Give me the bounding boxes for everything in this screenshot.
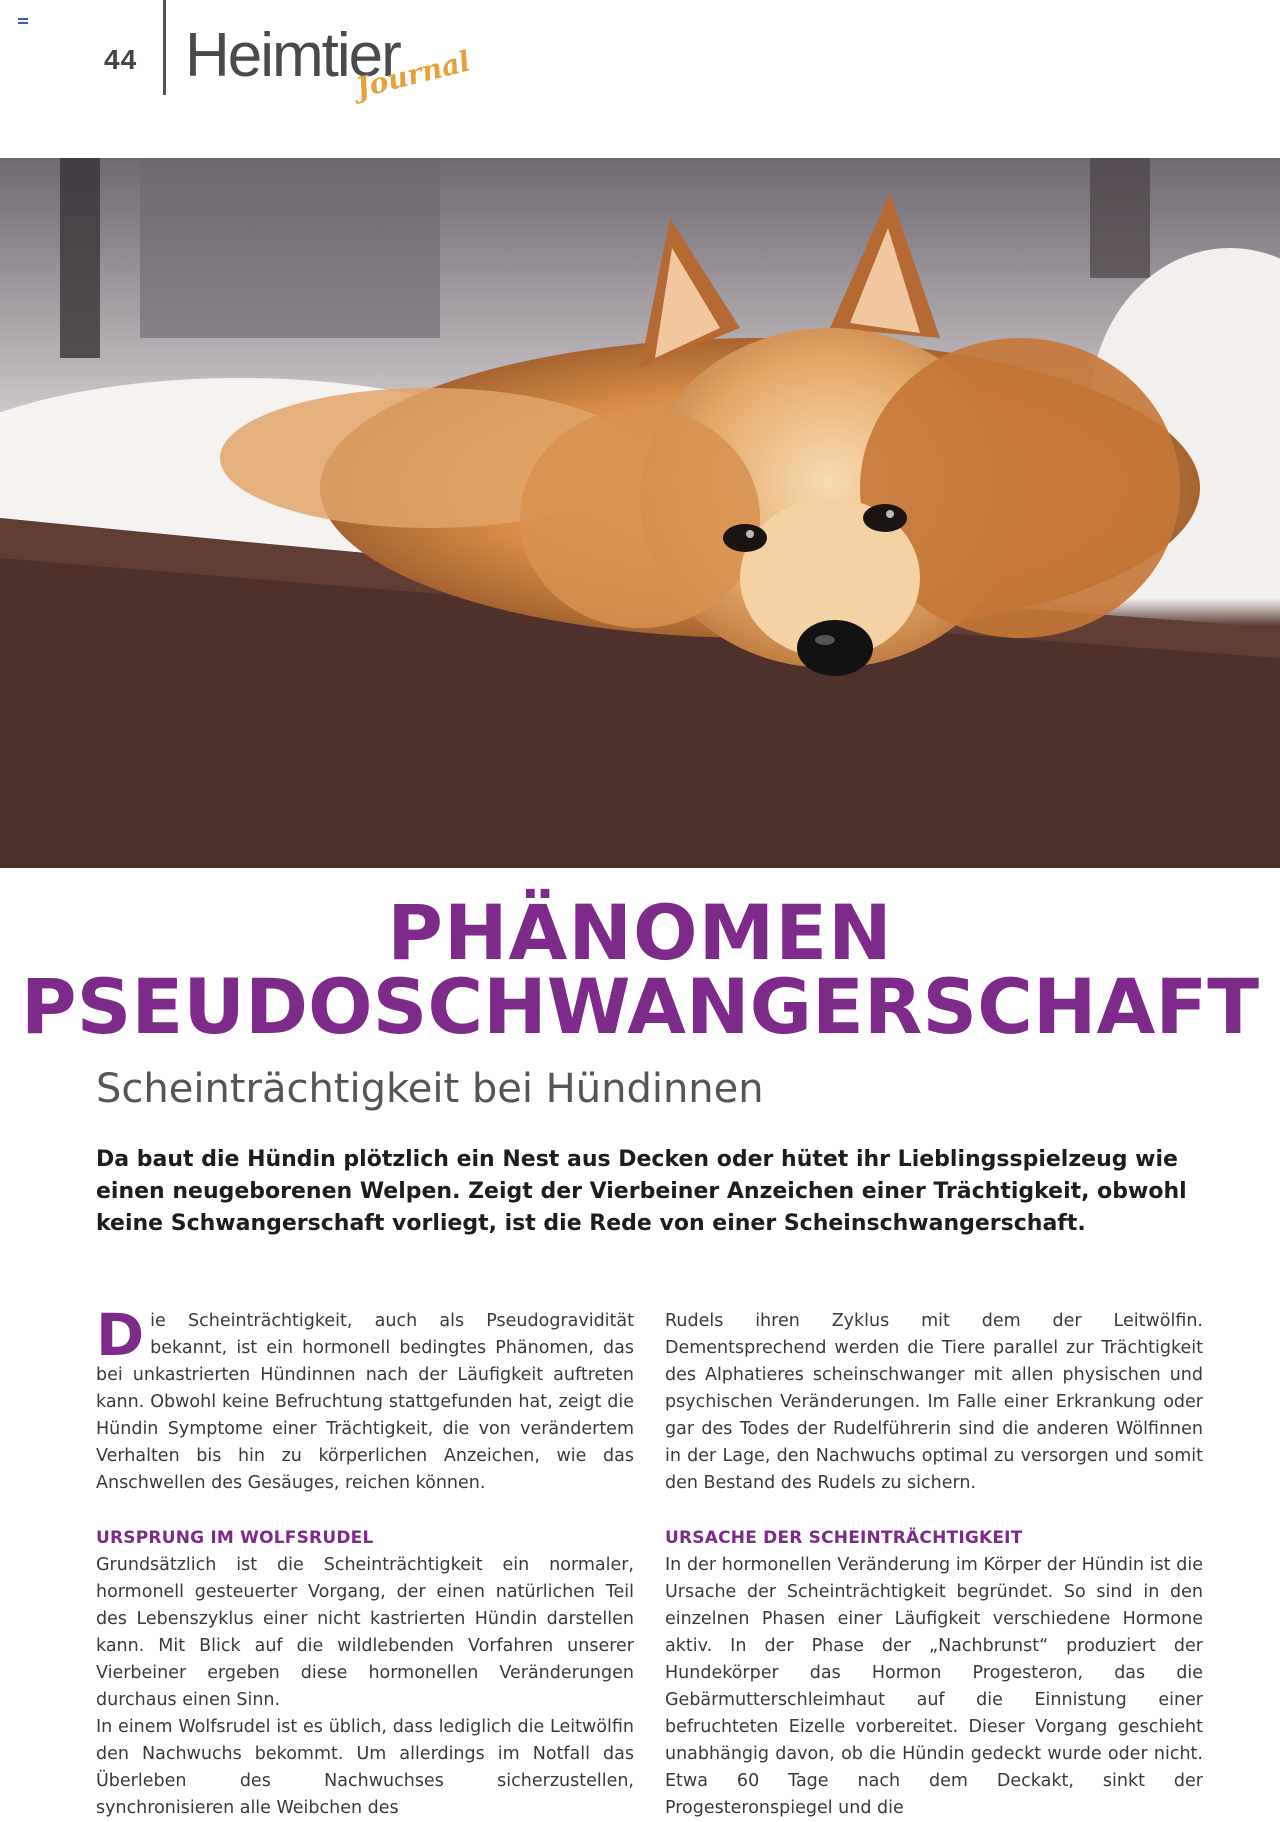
- section1-paragraph-1: Grundsätzlich ist die Scheinträchtigkeit ein normaler, hormonell gesteuerter Vorgang, der einen natürlichen Teil des Lebenszyklus einer nicht kastrierten Hündin darstellen kann. Mit Blick auf die wildlebenden Vorfahren unserer Vierbeiner ergeben diese hormonellen Veränderungen durchaus einen Sinn.: [96, 1555, 634, 1710]
- section1-paragraph-2: In einem Wolfsrudel ist es üblich, dass lediglich die Leitwölfin den Nachwuchs bekommt. Um allerdings im Notfall das Überleben des Nachwuchses sicherzustellen, synchronisieren alle Weibchen des: [96, 1717, 634, 1818]
- article-lead: Da baut die Hündin plötzlich ein Nest aus Decken oder hütet ihr Lieblingsspielzeug wie einen neugeborenen Welpen. Zeigt der Vierbeiner Anzeichen einer Trächtigkeit, obwohl keine Schwangerschaft vorliegt, ist die Rede von einer Scheinschwangerschaft.: [96, 1147, 1187, 1236]
- intro-text: ie Scheinträchtigkeit, auch als Pseudogravidität bekannt, ist ein hormonell bedingtes Phänomen, das bei unkastrierten Hündinnen nach der Läufigkeit auftreten kann. Obwohl keine Befruchtung stattgefunden hat, zeigt die Hündin Symptome einer Trächtigkeit, die von verändertem Verhalten bis hin zu körperlichen Anzeichen, wie das Anschwellen des Gesäuges, reichen können.: [96, 1311, 634, 1493]
- dog-photo-icon: [0, 158, 1280, 868]
- page-header: [0, 0, 1280, 120]
- logo-main-text: Heimtier: [185, 21, 400, 90]
- header-divider: [163, 0, 166, 95]
- hero-photo: [0, 158, 1280, 868]
- article-title-line-2: PSEUDOSCHWANGERSCHAFT: [20, 962, 1260, 1051]
- logo-sub-text: Journal: [352, 44, 474, 105]
- magazine-logo: [185, 20, 474, 110]
- article-column-right: [665, 1308, 1203, 1822]
- article-column-left: [96, 1301, 634, 1822]
- article-title-line-1: PHÄNOMEN: [387, 888, 893, 977]
- dropcap: D: [96, 1301, 145, 1369]
- right-paragraph-1: Rudels ihren Zyklus mit dem der Leitwölfin. Dementsprechend werden die Tiere parallel zur Trächtigkeit des Alphatieres scheinschwanger mit allen physischen und psychischen Veränderungen. Im Falle einer Erkrankung oder gar des Todes der Rudelführerin sind die anderen Wölfinnen in der Lage, den Nachwuchs optimal zu versorgen und somit den Bestand des Rudels zu sichern.: [665, 1311, 1203, 1493]
- section-heading-ursache: URSACHE DER SCHEINTRÄCHTIGKEIT: [665, 1528, 1023, 1548]
- article-subtitle: Scheinträchtigkeit bei Hündinnen: [96, 1066, 764, 1112]
- section2-paragraph-1: In der hormonellen Veränderung im Körper der Hündin ist die Ursache der Scheinträchtigkeit begründet. So sind in den einzelnen Phasen einer Läufigkeit verschiedene Hormone aktiv. In der Phase der „Nachbrunst“ produziert der Hundekörper das Hormon Progesteron, das die Gebärmutterschleimhaut auf die Einnistung einer befruchteten Eizelle vorbereitet. Dieser Vorgang geschieht unabhängig davon, ob die Hündin gedeckt wurde oder nicht. Etwa 60 Tage nach dem Deckakt, sinkt der Progesteronspiegel und die: [665, 1555, 1203, 1818]
- section-heading-wolfsrudel: URSPRUNG IM WOLFSRUDEL: [96, 1528, 374, 1548]
- intro-paragraph: [96, 1301, 634, 1497]
- page-number: 44: [104, 44, 138, 75]
